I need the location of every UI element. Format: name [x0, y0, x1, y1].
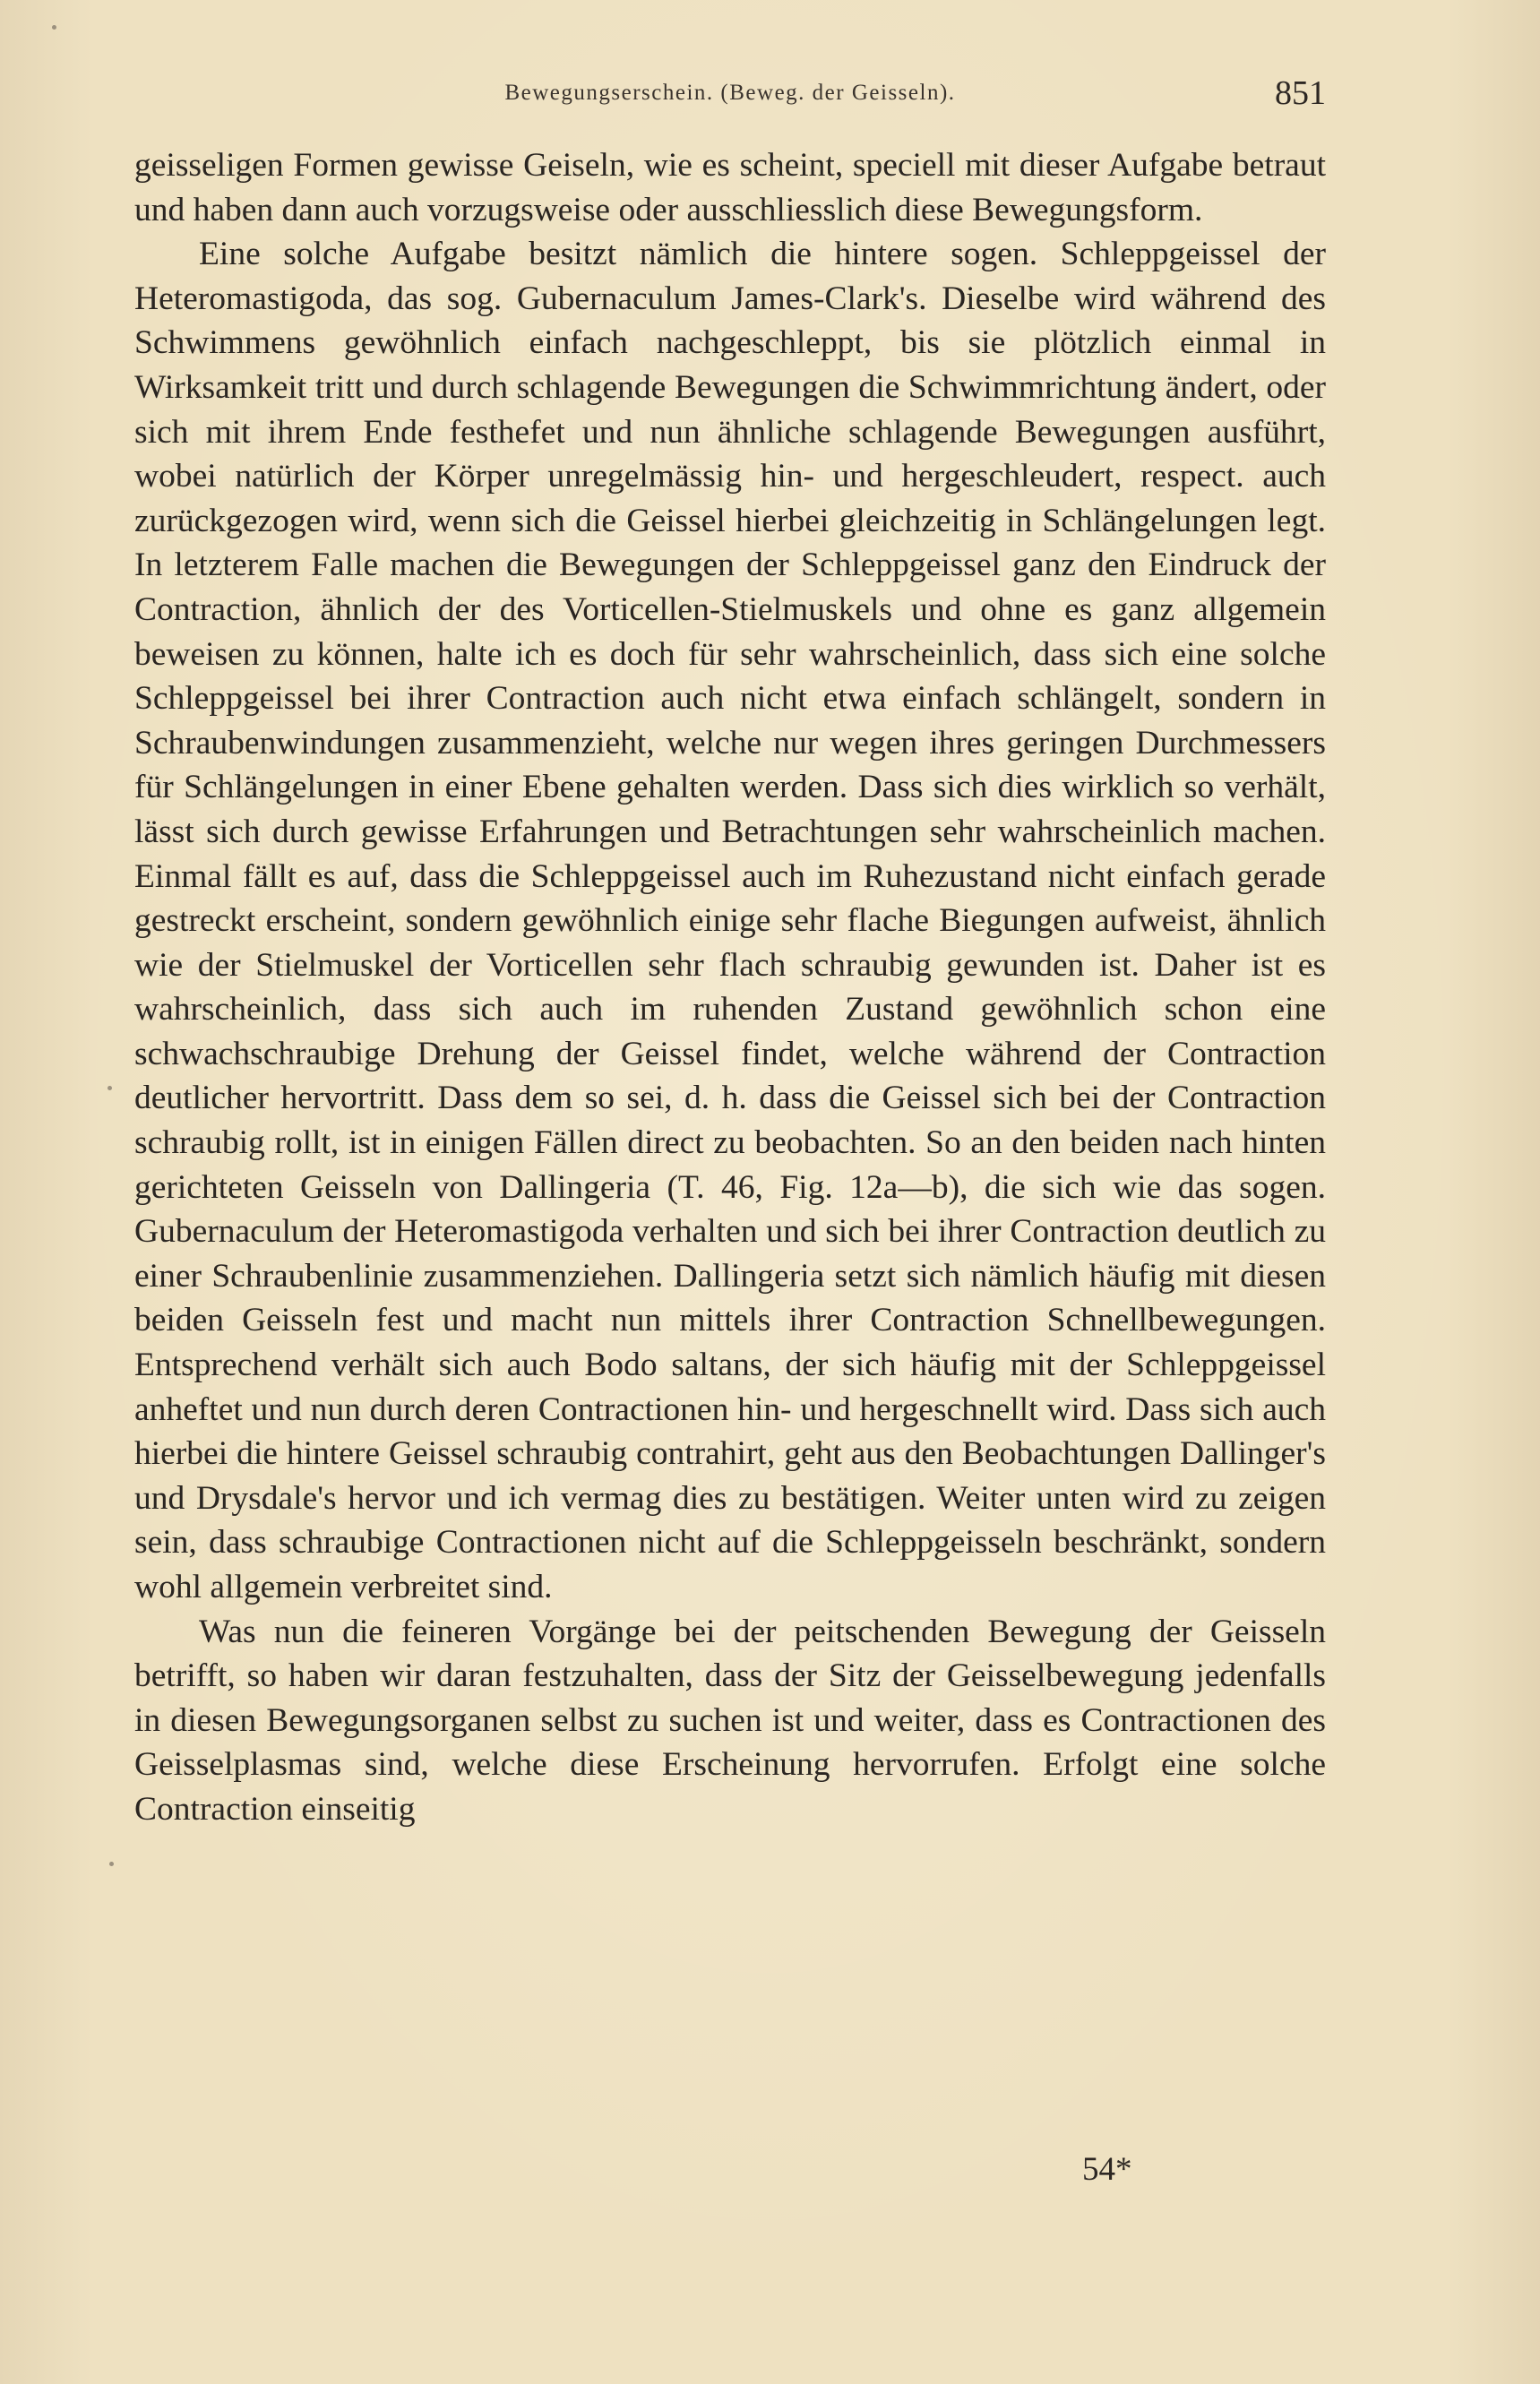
paper-speck [52, 25, 56, 30]
body-text [134, 143, 1326, 1832]
page-number: 851 [1275, 74, 1326, 112]
signature-mark: 54* [1082, 2151, 1132, 2188]
paragraph-3: Was nun die feineren Vorgänge bei der peitschenden Bewegung der Geisseln betrifft, so haben wir daran festzuhalten, dass der Sitz der Geisselbewegung jedenfalls in diesen Bewegungsorganen selbst zu suchen ist und weiter, dass es Contractionen des Geisselplasmas sind, welche diese Erscheinung hervorrufen. Erfolgt eine solche Contraction einseitig [134, 1613, 1326, 1828]
paragraph-1: geisseligen Formen gewisse Geiseln, wie es scheint, speciell mit dieser Aufgabe betraut und haben dann auch vorzugsweise oder ausschliesslich diese Bewegungsform. [134, 147, 1326, 228]
running-title: Bewegungserschein. (Beweg. der Geisseln). [504, 81, 956, 105]
page-header [134, 73, 1326, 127]
paper-speck [108, 1086, 112, 1090]
paper-speck [109, 1862, 114, 1866]
paragraph-2: Eine solche Aufgabe besitzt nämlich die hintere sogen. Schleppgeissel der Heteromastigoda, das sog. Gubernaculum James-Clark's. Dieselbe wird während des Schwimmens gewöhnlich einfach nachgeschleppt, bis sie plötzlich einmal in Wirksamkeit tritt und durch schlagende Bewegungen die Schwimmrichtung ändert, oder sich mit ihrem Ende festhefet und nun ähnliche schlagende Bewegungen ausführt, wobei natürlich der Körper unregelmässig hin- und hergeschleudert, respect. auch zurückgezogen wird, wenn sich die Geissel hierbei gleichzeitig in Schlängelungen legt. In letzterem Falle machen die Bewegungen der Schleppgeissel ganz den Eindruck der Contraction, ähnlich der des Vorticellen-Stielmuskels und ohne es ganz allgemein beweisen zu können, halte ich es doch für sehr wahrscheinlich, dass sich eine solche Schleppgeissel bei ihrer Contraction auch nicht etwa einfach schlängelt, sondern in Schraubenwindungen zusammenzieht, welche nur wegen ihres geringen Durchmessers für Schlängelungen in einer Ebene gehalten werden. Dass sich dies wirklich so verhält, lässt sich durch gewisse Erfahrungen und Betrachtungen sehr wahrscheinlich machen. Einmal fällt es auf, dass die Schleppgeissel auch im Ruhezustand nicht einfach gerade gestreckt erscheint, sondern gewöhnlich einige sehr flache Biegungen aufweist, ähnlich wie der Stielmuskel der Vorticellen sehr flach schraubig gewunden ist. Daher ist es wahrscheinlich, dass sich auch im ruhenden Zustand gewöhnlich schon eine schwachschraubige Drehung der Geissel findet, welche während der Contraction deutlicher hervortritt. Dass dem so sei, d. h. dass die Geissel sich bei der Contraction schraubig rollt, ist in einigen Fällen direct zu beobachten. So an den beiden nach hinten gerichteten Geisseln von Dallingeria (T. 46, Fig. 12a—b), die sich wie das sogen. Gubernaculum der Heteromastigoda verhalten und sich bei ihrer Contraction deutlich zu einer Schraubenlinie zusammenziehen. Dallingeria setzt sich nämlich häufig mit diesen beiden Geisseln fest und macht nun mittels ihrer Contraction Schnellbewegungen. Entsprechend verhält sich auch Bodo saltans, der sich häufig mit der Schleppgeissel anheftet und nun durch deren Contractionen hin- und hergeschnellt wird. Dass sich auch hierbei die hintere Geissel schraubig contrahirt, geht aus den Beobachtungen Dallinger's und Drysdale's hervor und ich vermag dies zu bestätigen. Weiter unten wird zu zeigen sein, dass schraubige Contractionen nicht auf die Schleppgeisseln beschränkt, sondern wohl allgemein verbreitet sind. [134, 236, 1326, 1605]
